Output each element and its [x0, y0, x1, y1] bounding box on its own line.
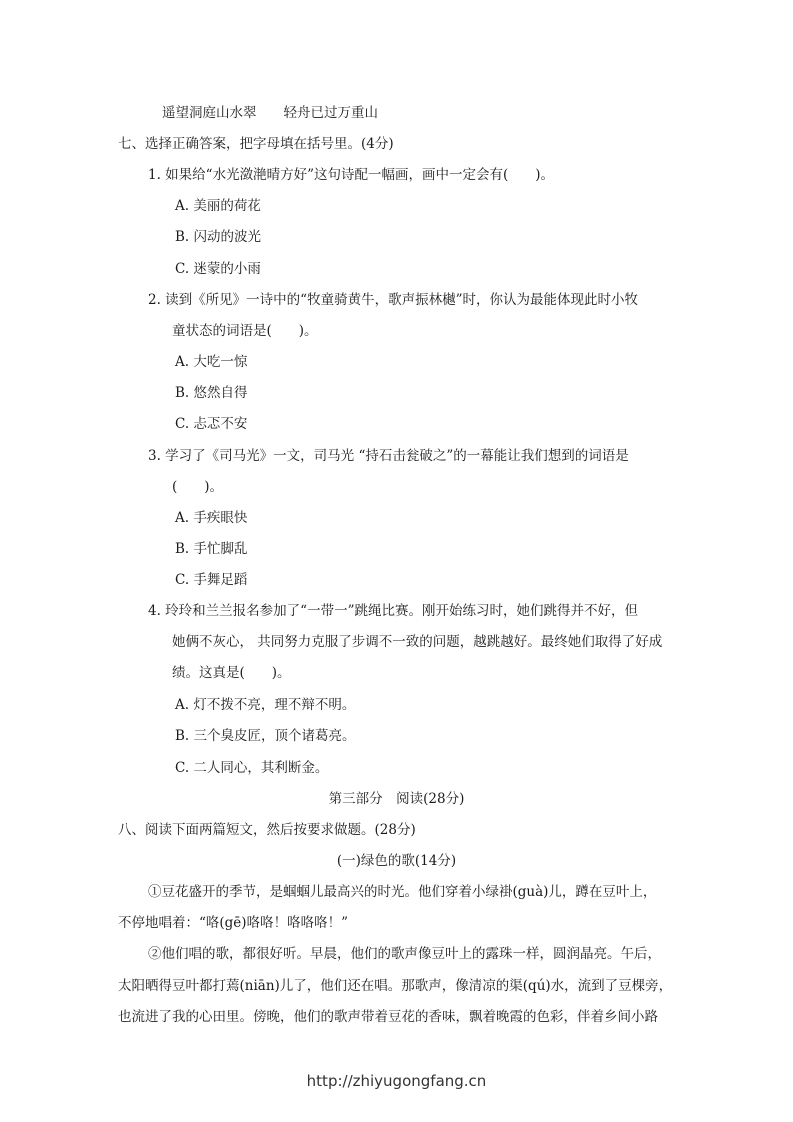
q1-stem: 1. 如果给“水光潋滟晴方好”这句诗配一幅画，画中一定会有( )。 — [148, 167, 555, 183]
paragraph-2-line-3: 也流进了我的心田里。傍晚，他们的歌声带着豆花的香味，飘着晚霞的色彩，伴着乡间小路 — [118, 1009, 658, 1025]
q2-option-b: B. 悠然自得 — [175, 385, 248, 401]
q1-option-b: B. 闪动的波光 — [175, 229, 262, 245]
section-8-title: 八、阅读下面两篇短文，然后按要求做题。(28分) — [118, 822, 416, 838]
q2-option-c: C. 忐忑不安 — [175, 416, 248, 432]
q4-option-c: C. 二人同心，其利断金。 — [175, 760, 329, 776]
footer-url[interactable]: http://zhiyugongfang.cn — [306, 1072, 487, 1090]
q2-stem-line2: 童状态的词语是( )。 — [172, 323, 318, 339]
paragraph-2-line-1: ②他们唱的歌，都很好听。早晨，他们的歌声像豆叶上的露珠一样，圆润晶亮。午后， — [148, 946, 661, 962]
q2-stem-line1: 2. 读到《所见》一诗中的“牧童骑黄牛，歌声振林樾”时，你认为最能体现此时小牧 — [148, 292, 638, 308]
q1-option-a: A. 美丽的荷花 — [175, 198, 261, 214]
section-7-title: 七、选择正确答案，把字母填在括号里。(4分) — [118, 136, 394, 152]
passage-title: (一)绿色的歌(14分) — [336, 853, 457, 869]
q4-stem-line3: 绩。这真是( )。 — [172, 665, 291, 681]
q3-stem-line2: ( )。 — [172, 479, 224, 495]
q3-option-c: C. 手舞足蹈 — [175, 572, 248, 588]
part-3-title: 第三部分 阅读(28分) — [328, 791, 465, 807]
paragraph-2-line-2: 太阳晒得豆叶都打蔫(niān)儿了，他们还在唱。那歌声，像清凉的渠(qú)水，流到了豆棵旁， — [118, 978, 673, 994]
q4-stem-line2: 她俩不灰心， 共同努力克服了步调不一致的问题，越跳越好。最终她们取得了好成 — [172, 634, 663, 650]
paragraph-1-line-2: 不停地唱着：“咯(gē)咯咯！咯咯咯！” — [118, 915, 348, 931]
q3-stem-line1: 3. 学习了《司马光》一文，司马光 “持石击瓮破之”的一幕能让我们想到的词语是 — [148, 448, 629, 464]
q1-option-c: C. 迷蒙的小雨 — [175, 261, 261, 277]
paragraph-1-line-1: ①豆花盛开的季节，是蝈蝈儿最高兴的时光。他们穿着小绿褂(guà)儿，蹲在豆叶上， — [148, 884, 657, 900]
q4-stem-line1: 4. 玲玲和兰兰报名参加了“一带一”跳绳比赛。刚开始练习时，她们跳得并不好，但 — [148, 603, 638, 619]
q3-option-b: B. 手忙脚乱 — [175, 541, 248, 557]
poem-tail: 遥望洞庭山水翠 轻舟已过万重山 — [162, 105, 378, 121]
q4-option-a: A. 灯不拨不亮，理不辩不明。 — [175, 697, 356, 713]
q2-option-a: A. 大吃一惊 — [175, 354, 248, 370]
q3-option-a: A. 手疾眼快 — [175, 510, 248, 526]
q4-option-b: B. 三个臭皮匠，顶个诸葛亮。 — [175, 728, 356, 744]
